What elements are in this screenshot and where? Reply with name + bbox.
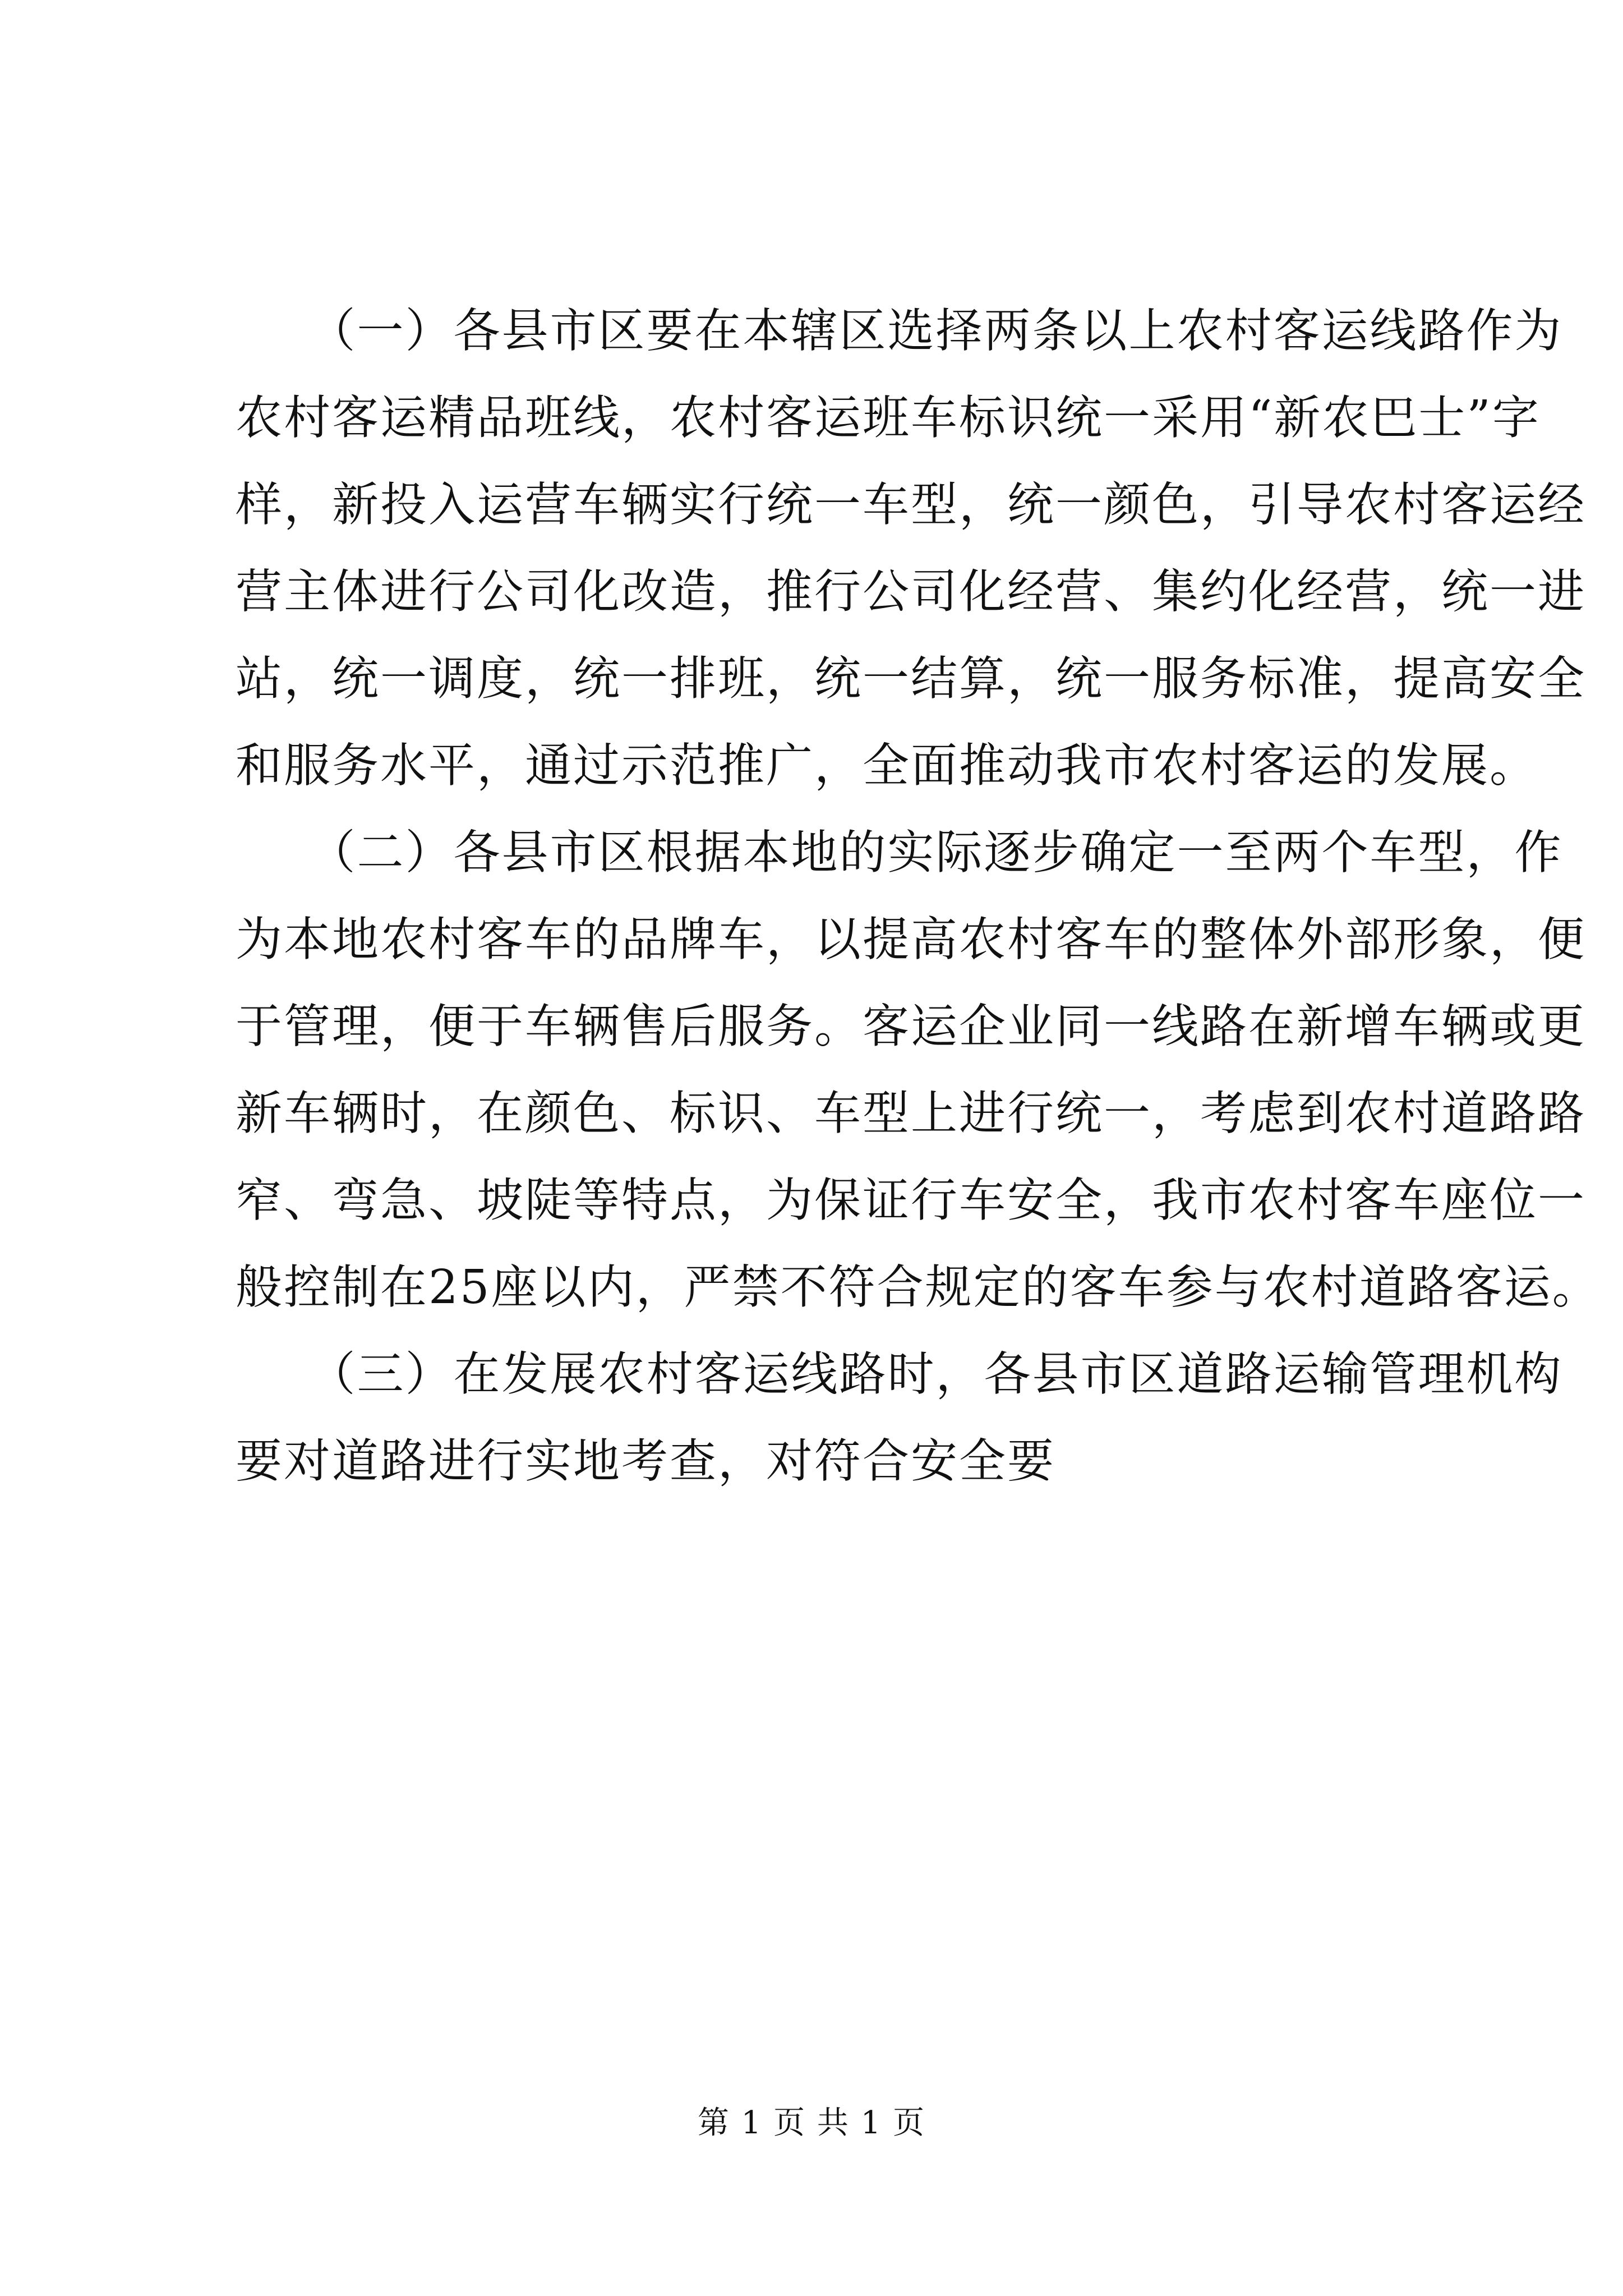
paragraph-3-line-2: 要对道路进行实地考查，对符合安全要 <box>236 1434 1055 1488</box>
paragraph-1-line-6: 和服务水平，通过示范推广，全面推动我市农村客运的发展。 <box>236 738 1538 793</box>
paragraph-1-line-1: （一）各县市区要在本辖区选择两条以上农村客运线路作为 <box>236 303 1563 358</box>
page-number-footer: 第 1 页 共 1 页 <box>697 2105 926 2141</box>
paragraph-2-line-2: 为本地农村客车的品牌车，以提高农村客车的整体外部形象，便 <box>236 912 1586 967</box>
paragraph-1-line-2: 农村客运精品班线，农村客运班车标识统一采用“新农巴士”字 <box>236 390 1541 445</box>
paragraph-1-line-3: 样，新投入运营车辆实行统一车型，统一颜色，引导农村客运经 <box>236 477 1586 532</box>
paragraph-2-line-3: 于管理，便于车辆售后服务。客运企业同一线路在新增车辆或更 <box>236 999 1586 1053</box>
paragraph-2-line-5: 窄、弯急、坡陡等特点，为保证行车安全，我市农村客车座位一 <box>236 1173 1586 1227</box>
paragraph-3-line-1: （三）在发展农村客运线路时，各县市区道路运输管理机构 <box>236 1347 1563 1401</box>
paragraph-1-line-4: 营主体进行公司化改造，推行公司化经营、集约化经营，统一进 <box>236 564 1586 619</box>
paragraph-2-line-1: （二）各县市区根据本地的实际逐步确定一至两个车型，作 <box>236 825 1563 880</box>
paragraph-2-line-4: 新车辆时，在颜色、标识、车型上进行统一，考虑到农村道路路 <box>236 1086 1586 1140</box>
paragraph-1-line-5: 站，统一调度，统一排班，统一结算，统一服务标准，提高安全 <box>236 651 1586 706</box>
paragraph-2-line-6: 般控制在25座以内，严禁不符合规定的客车参与农村道路客运。 <box>236 1260 1601 1314</box>
